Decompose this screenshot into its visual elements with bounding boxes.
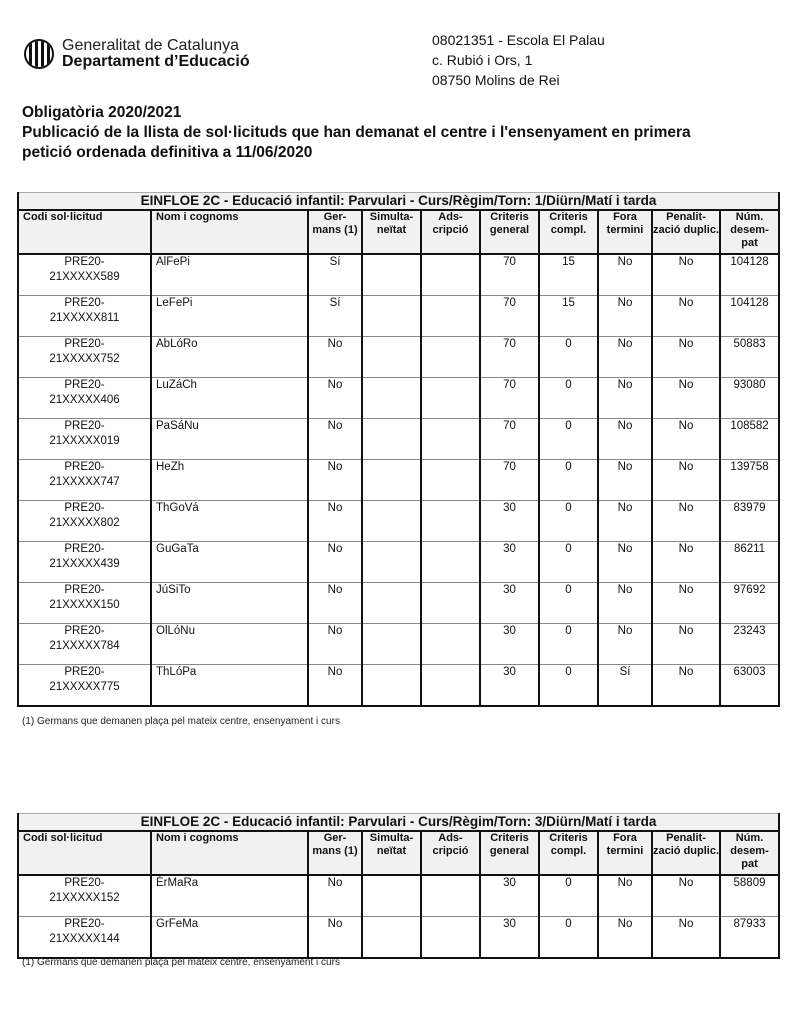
codi-number: 21XXXXX144 bbox=[49, 933, 120, 945]
codi-prefix: PRE20- bbox=[64, 297, 105, 309]
logo-line-departament: Departament d’Educació bbox=[62, 53, 250, 70]
codi-prefix: PRE20- bbox=[64, 918, 105, 930]
cell-criteris-compl: 0 bbox=[539, 665, 598, 707]
cell-nom: GrFeMa bbox=[151, 917, 308, 959]
col-criteris-compl: Criteris compl. bbox=[539, 831, 598, 875]
cell-num-desempat: 83979 bbox=[720, 501, 779, 542]
cell-num-desempat: 58809 bbox=[720, 875, 779, 917]
table-row bbox=[18, 378, 779, 419]
cell-fora-termini: No bbox=[598, 917, 652, 959]
title-date: petició ordenada definitiva a 11/06/2020 bbox=[22, 144, 313, 161]
cell-germans: No bbox=[308, 875, 362, 917]
cell-adscripcio bbox=[421, 296, 480, 337]
cell-criteris-general: 30 bbox=[480, 665, 539, 707]
cell-germans: No bbox=[308, 917, 362, 959]
cell-fora-termini: Sí bbox=[598, 665, 652, 707]
cell-nom: HeZh bbox=[151, 460, 308, 501]
codi-prefix: PRE20- bbox=[64, 877, 105, 889]
cell-fora-termini: No bbox=[598, 624, 652, 665]
cell-codi bbox=[18, 337, 151, 378]
cell-simultaneitat bbox=[362, 542, 421, 583]
cell-nom: JúSiTo bbox=[151, 583, 308, 624]
cell-criteris-compl: 15 bbox=[539, 254, 598, 296]
cell-fora-termini: No bbox=[598, 460, 652, 501]
cell-codi bbox=[18, 419, 151, 460]
codi-prefix: PRE20- bbox=[64, 666, 105, 678]
col-adscripcio: Ads- cripció bbox=[421, 210, 480, 254]
cell-criteris-general: 70 bbox=[480, 296, 539, 337]
codi-number: 21XXXXX747 bbox=[49, 476, 120, 488]
codi-prefix: PRE20- bbox=[64, 502, 105, 514]
cell-adscripcio bbox=[421, 665, 480, 707]
cell-penalitzacio: No bbox=[652, 460, 720, 501]
cell-nom: ThLóPa bbox=[151, 665, 308, 707]
cell-fora-termini: No bbox=[598, 583, 652, 624]
cell-nom: OlLóNu bbox=[151, 624, 308, 665]
cell-num-desempat: 104128 bbox=[720, 296, 779, 337]
cell-adscripcio bbox=[421, 542, 480, 583]
cell-codi bbox=[18, 501, 151, 542]
cell-num-desempat: 108582 bbox=[720, 419, 779, 460]
school-street: c. Rubió i Ors, 1 bbox=[432, 52, 533, 68]
cell-codi bbox=[18, 378, 151, 419]
cell-germans: Sí bbox=[308, 254, 362, 296]
table-row bbox=[18, 419, 779, 460]
cell-adscripcio bbox=[421, 254, 480, 296]
cell-num-desempat: 86211 bbox=[720, 542, 779, 583]
cell-penalitzacio: No bbox=[652, 378, 720, 419]
cell-penalitzacio: No bbox=[652, 254, 720, 296]
cell-fora-termini: No bbox=[598, 875, 652, 917]
document-title bbox=[22, 103, 782, 163]
codi-prefix: PRE20- bbox=[64, 625, 105, 637]
cell-fora-termini: No bbox=[598, 419, 652, 460]
cell-germans: No bbox=[308, 501, 362, 542]
table-row bbox=[18, 665, 779, 707]
cell-num-desempat: 63003 bbox=[720, 665, 779, 707]
table-row bbox=[18, 624, 779, 665]
school-city: 08750 Molins de Rei bbox=[432, 72, 560, 88]
table-row bbox=[18, 583, 779, 624]
cell-criteris-general: 30 bbox=[480, 875, 539, 917]
cell-adscripcio bbox=[421, 378, 480, 419]
school-address bbox=[432, 30, 605, 90]
col-adscripcio: Ads- cripció bbox=[421, 831, 480, 875]
codi-prefix: PRE20- bbox=[64, 256, 105, 268]
cell-criteris-compl: 0 bbox=[539, 337, 598, 378]
codi-number: 21XXXXX752 bbox=[49, 353, 120, 365]
cell-criteris-compl: 0 bbox=[539, 378, 598, 419]
codi-prefix: PRE20- bbox=[64, 543, 105, 555]
cell-germans: Sí bbox=[308, 296, 362, 337]
cell-penalitzacio: No bbox=[652, 624, 720, 665]
cell-criteris-compl: 0 bbox=[539, 460, 598, 501]
cell-penalitzacio: No bbox=[652, 875, 720, 917]
cell-germans: No bbox=[308, 624, 362, 665]
cell-simultaneitat bbox=[362, 665, 421, 707]
cell-adscripcio bbox=[421, 583, 480, 624]
footnote-germans: (1) Germans que demanen plaça pel mateix centre, ensenyament i curs bbox=[22, 716, 340, 727]
cell-codi bbox=[18, 296, 151, 337]
cell-germans: No bbox=[308, 378, 362, 419]
codi-prefix: PRE20- bbox=[64, 338, 105, 350]
cell-criteris-general: 70 bbox=[480, 337, 539, 378]
cell-criteris-general: 30 bbox=[480, 542, 539, 583]
cell-penalitzacio: No bbox=[652, 583, 720, 624]
cell-adscripcio bbox=[421, 501, 480, 542]
cell-simultaneitat bbox=[362, 460, 421, 501]
cell-num-desempat: 97692 bbox=[720, 583, 779, 624]
requests-table-2 bbox=[17, 813, 780, 959]
cell-nom: LeFePi bbox=[151, 296, 308, 337]
cell-criteris-general: 30 bbox=[480, 501, 539, 542]
cell-nom: AbLóRo bbox=[151, 337, 308, 378]
codi-number: 21XXXXX406 bbox=[49, 394, 120, 406]
cell-simultaneitat bbox=[362, 501, 421, 542]
cell-penalitzacio: No bbox=[652, 419, 720, 460]
cell-nom: PaSáNu bbox=[151, 419, 308, 460]
cell-codi bbox=[18, 665, 151, 707]
cell-nom: ThGoVá bbox=[151, 501, 308, 542]
cell-num-desempat: 139758 bbox=[720, 460, 779, 501]
requests-table-1 bbox=[17, 192, 780, 707]
cell-germans: No bbox=[308, 583, 362, 624]
cell-nom: AlFePi bbox=[151, 254, 308, 296]
cell-criteris-compl: 0 bbox=[539, 583, 598, 624]
cell-criteris-compl: 0 bbox=[539, 419, 598, 460]
cell-adscripcio bbox=[421, 917, 480, 959]
col-criteris-general: Criteris general bbox=[480, 831, 539, 875]
cell-penalitzacio: No bbox=[652, 665, 720, 707]
col-germans: Ger- mans (1) bbox=[308, 831, 362, 875]
cell-penalitzacio: No bbox=[652, 296, 720, 337]
cell-fora-termini: No bbox=[598, 254, 652, 296]
cell-criteris-compl: 0 bbox=[539, 624, 598, 665]
cell-adscripcio bbox=[421, 624, 480, 665]
table-row bbox=[18, 917, 779, 959]
school-name: 08021351 - Escola El Palau bbox=[432, 32, 605, 48]
col-germans: Ger- mans (1) bbox=[308, 210, 362, 254]
codi-prefix: PRE20- bbox=[64, 379, 105, 391]
codi-prefix: PRE20- bbox=[64, 584, 105, 596]
table-row bbox=[18, 501, 779, 542]
cell-fora-termini: No bbox=[598, 501, 652, 542]
cell-fora-termini: No bbox=[598, 542, 652, 583]
cell-germans: No bbox=[308, 542, 362, 583]
table-row bbox=[18, 460, 779, 501]
cell-simultaneitat bbox=[362, 296, 421, 337]
codi-number: 21XXXXX811 bbox=[49, 312, 120, 324]
cell-num-desempat: 50883 bbox=[720, 337, 779, 378]
cell-criteris-compl: 0 bbox=[539, 501, 598, 542]
cell-codi bbox=[18, 254, 151, 296]
cell-criteris-general: 70 bbox=[480, 419, 539, 460]
cell-penalitzacio: No bbox=[652, 542, 720, 583]
table-row bbox=[18, 875, 779, 917]
cell-fora-termini: No bbox=[598, 337, 652, 378]
codi-prefix: PRE20- bbox=[64, 461, 105, 473]
logo-line-generalitat: Generalitat de Catalunya bbox=[62, 37, 239, 54]
col-penalitzacio: Penalit- zació duplic. bbox=[652, 831, 720, 875]
table-row bbox=[18, 542, 779, 583]
table-title: EINFLOE 2C - Educació infantil: Parvulari - Curs/Règim/Torn: 3/Diürn/Matí i tarda bbox=[18, 814, 779, 832]
cell-criteris-general: 70 bbox=[480, 378, 539, 419]
cell-codi bbox=[18, 917, 151, 959]
cell-fora-termini: No bbox=[598, 378, 652, 419]
cell-criteris-general: 30 bbox=[480, 624, 539, 665]
col-penalitzacio: Penalit- zació duplic. bbox=[652, 210, 720, 254]
cell-fora-termini: No bbox=[598, 296, 652, 337]
col-nom: Nom i cognoms bbox=[151, 831, 308, 875]
cell-codi bbox=[18, 875, 151, 917]
col-fora-termini: Fora termini bbox=[598, 210, 652, 254]
col-num-desempat: Núm. desem- pat bbox=[720, 210, 779, 254]
generalitat-emblem-icon bbox=[24, 39, 54, 69]
codi-number: 21XXXXX439 bbox=[49, 558, 120, 570]
cell-criteris-compl: 15 bbox=[539, 296, 598, 337]
logo bbox=[24, 38, 250, 70]
cell-criteris-compl: 0 bbox=[539, 542, 598, 583]
cell-simultaneitat bbox=[362, 875, 421, 917]
cell-criteris-general: 30 bbox=[480, 583, 539, 624]
cell-germans: No bbox=[308, 460, 362, 501]
codi-number: 21XXXXX152 bbox=[49, 892, 120, 904]
cell-simultaneitat bbox=[362, 254, 421, 296]
codi-number: 21XXXXX589 bbox=[49, 271, 120, 283]
cell-codi bbox=[18, 460, 151, 501]
title-description: Publicació de la llista de sol·licituds que han demanat el centre i l'ensenyament en primera bbox=[22, 124, 691, 141]
table-row bbox=[18, 337, 779, 378]
cell-adscripcio bbox=[421, 460, 480, 501]
codi-number: 21XXXXX775 bbox=[49, 681, 120, 693]
cell-adscripcio bbox=[421, 337, 480, 378]
cell-codi bbox=[18, 542, 151, 583]
cell-criteris-general: 70 bbox=[480, 254, 539, 296]
codi-number: 21XXXXX784 bbox=[49, 640, 120, 652]
cell-simultaneitat bbox=[362, 419, 421, 460]
cell-num-desempat: 93080 bbox=[720, 378, 779, 419]
header-row bbox=[18, 831, 779, 875]
col-simultaneitat: Simulta- neïtat bbox=[362, 831, 421, 875]
header-row bbox=[18, 210, 779, 254]
cell-simultaneitat bbox=[362, 378, 421, 419]
codi-number: 21XXXXX150 bbox=[49, 599, 120, 611]
cell-germans: No bbox=[308, 665, 362, 707]
cell-criteris-compl: 0 bbox=[539, 917, 598, 959]
cell-num-desempat: 87933 bbox=[720, 917, 779, 959]
codi-number: 21XXXXX019 bbox=[49, 435, 120, 447]
cell-codi bbox=[18, 624, 151, 665]
col-simultaneitat: Simulta- neïtat bbox=[362, 210, 421, 254]
cell-criteris-general: 30 bbox=[480, 917, 539, 959]
cell-germans: No bbox=[308, 337, 362, 378]
cell-simultaneitat bbox=[362, 337, 421, 378]
cell-germans: No bbox=[308, 419, 362, 460]
cell-num-desempat: 23243 bbox=[720, 624, 779, 665]
cell-adscripcio bbox=[421, 875, 480, 917]
cell-simultaneitat bbox=[362, 624, 421, 665]
cell-criteris-general: 70 bbox=[480, 460, 539, 501]
col-fora-termini: Fora termini bbox=[598, 831, 652, 875]
cell-adscripcio bbox=[421, 419, 480, 460]
col-num-desempat: Núm. desem- pat bbox=[720, 831, 779, 875]
table-row bbox=[18, 254, 779, 296]
cell-penalitzacio: No bbox=[652, 501, 720, 542]
table-title: EINFLOE 2C - Educació infantil: Parvulari - Curs/Règim/Torn: 1/Diürn/Matí i tarda bbox=[18, 193, 779, 211]
cell-criteris-compl: 0 bbox=[539, 875, 598, 917]
col-criteris-general: Criteris general bbox=[480, 210, 539, 254]
col-nom: Nom i cognoms bbox=[151, 210, 308, 254]
table-row bbox=[18, 296, 779, 337]
col-criteris-compl: Criteris compl. bbox=[539, 210, 598, 254]
col-codi: Codi sol·licitud bbox=[18, 831, 151, 875]
col-codi: Codi sol·licitud bbox=[18, 210, 151, 254]
codi-prefix: PRE20- bbox=[64, 420, 105, 432]
cell-num-desempat: 104128 bbox=[720, 254, 779, 296]
footnote-germans: (1) Germans que demanen plaça pel mateix centre, ensenyament i curs bbox=[22, 957, 340, 968]
cell-penalitzacio: No bbox=[652, 917, 720, 959]
cell-codi bbox=[18, 583, 151, 624]
cell-simultaneitat bbox=[362, 917, 421, 959]
cell-nom: GuGaTa bbox=[151, 542, 308, 583]
cell-penalitzacio: No bbox=[652, 337, 720, 378]
title-year: Obligatòria 2020/2021 bbox=[22, 104, 182, 121]
cell-nom: ÉrMaRa bbox=[151, 875, 308, 917]
codi-number: 21XXXXX802 bbox=[49, 517, 120, 529]
cell-nom: LuZáCh bbox=[151, 378, 308, 419]
cell-simultaneitat bbox=[362, 583, 421, 624]
